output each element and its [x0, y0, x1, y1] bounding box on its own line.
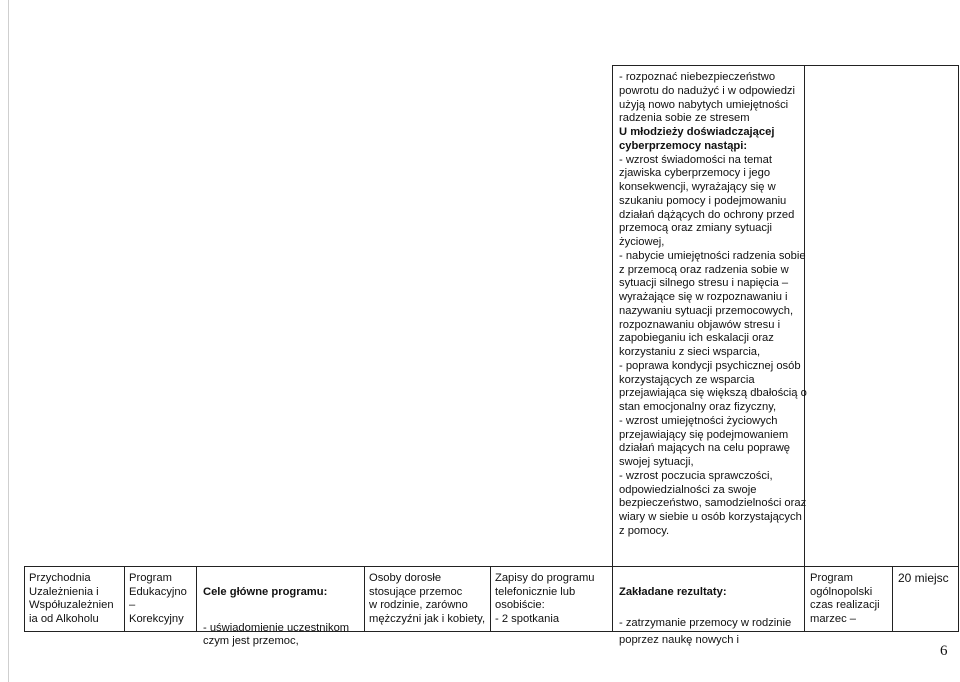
recipients-cell: Osoby dorosłe stosujące przemoc w rodzinie, zarówno mężczyźni jak i kobiety,	[369, 572, 486, 625]
text-line: konsekwencji, wyrażający się w	[619, 181, 776, 193]
text-line: z przemocą oraz radzenia sobie w	[619, 263, 789, 276]
text-line: wyrażające się w rozpoznawaniu i	[619, 291, 788, 303]
text-line: przemocą oraz zmiany sytuacji	[619, 222, 772, 235]
text-line: nazywaniu sytuacji przemocowych,	[619, 304, 794, 317]
col-divider-1	[124, 566, 125, 632]
col-divider-6	[804, 566, 805, 632]
text-line: odpowiedzialności za swoje	[619, 483, 757, 496]
text-line: korzystaniu z sieci wsparcia,	[619, 346, 761, 358]
text-line: przejawiająca się większą dbałością o	[619, 387, 807, 400]
table-bottom-border	[24, 631, 959, 632]
institution-cell: Przychodnia Uzależnienia i Współuzależnien ia od Alkoholu	[29, 572, 114, 625]
text-line: szukaniu pomocy i podejmowaniu	[619, 194, 787, 207]
text-line: zjawiska cyberprzemocy i jego	[619, 167, 771, 180]
text-line: przejawiający się podejmowaniem	[619, 428, 789, 441]
text-line: z pomocy.	[619, 524, 670, 537]
col-divider-2	[196, 566, 197, 632]
text-line: działań dążących do ochrony przed	[619, 208, 795, 221]
text-line: - poprawa kondycji psychicznej osób	[619, 359, 801, 372]
text-line: użyją nowo nabytych umiejętności	[619, 98, 789, 111]
text-line: cyberprzemocy nastąpi:	[619, 139, 748, 152]
text-line: rozpoznawaniu objawów stresu i	[619, 318, 781, 331]
goals-cell	[203, 572, 361, 663]
table-right-border	[958, 65, 959, 632]
text-line: działań mających na celu poprawę	[619, 442, 791, 455]
results-title: Zakładane rezultaty:	[619, 585, 727, 598]
enrollment-cell: Zapisy do programu telefonicznie lub osobiście: - 2 spotkania	[495, 572, 595, 625]
places-cell: 20 miejsc	[898, 571, 949, 585]
text-line: bezpieczeństwo, samodzielności oraz	[619, 497, 807, 510]
expected-results-continuation	[619, 71, 805, 539]
col-divider-3	[364, 566, 365, 632]
row-separator	[24, 566, 959, 567]
page-number: 6	[940, 643, 948, 659]
text-line: zapobieganiu ich eskalacji oraz	[619, 332, 774, 345]
col-divider-7	[892, 566, 893, 632]
scope-cell: Program ogólnopolski czas realizacji marzec –	[810, 572, 880, 625]
results-cell	[619, 572, 801, 662]
text-line: - wzrost poczucia sprawczości,	[619, 469, 773, 482]
text-line: radzenia sobie ze stresem	[619, 112, 750, 125]
table-top-border	[612, 65, 959, 66]
col-divider-5	[612, 566, 613, 632]
text-line: wiary w siebie u osób korzystających	[619, 511, 802, 523]
text-line: - wzrost świadomości na temat	[619, 153, 772, 166]
text-line: - rozpoznać niebezpieczeństwo	[619, 71, 776, 83]
text-line: - nabycie umiejętności radzenia sobie	[619, 249, 806, 262]
results-body: - zatrzymanie przemocy w rodzinie poprzez naukę nowych i	[619, 616, 792, 646]
text-line: - wzrost umiejętności życiowych	[619, 414, 778, 427]
program-type-cell: Program Edukacyjno – Korekcyjny	[129, 572, 187, 625]
col-divider-4	[490, 566, 491, 632]
goals-title: Cele główne programu:	[203, 585, 328, 598]
text-line: sytuacji silnego stresu i napięcia –	[619, 277, 789, 290]
text-line: powrotu do nadużyć i w odpowiedzi	[619, 84, 795, 97]
text-line: stan emocjonalny oraz fizyczny,	[619, 401, 777, 413]
col-divider-0	[24, 566, 25, 632]
text-line: życiowej,	[619, 236, 665, 248]
text-line: U młodzieży doświadczającej	[619, 126, 775, 138]
goals-body: - uświadomienie uczestnikom czym jest przemoc,	[203, 621, 350, 648]
text-line: swojej sytuacji,	[619, 456, 694, 468]
margin-line	[8, 0, 9, 682]
upper-cell-left-border	[612, 65, 613, 567]
text-line: korzystających ze wsparcia	[619, 373, 755, 386]
